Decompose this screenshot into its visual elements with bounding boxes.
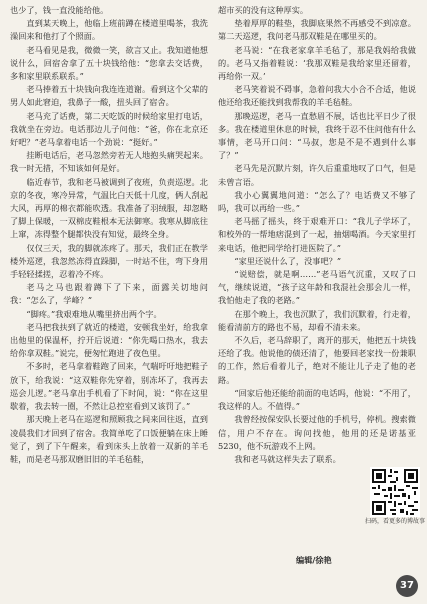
paragraph: 老马之马也跟着蹲下了下来，面露关切地问我：“怎么了，学峰？”: [10, 282, 208, 306]
paragraph: 仅仅三天，我的脚就冻疼了。那天，我们正在教学楼外巡逻，我忽然冻得直跺脚，一时站不住，弯下身用手轻轻揉搓，忍着冷不疼。: [10, 242, 208, 280]
paragraph: 垫着厚厚的鞋垫，我脚底果然不再感受不到凉意。第二天巡逻，我问老马那双鞋是在哪里买的。: [218, 18, 416, 42]
paragraph: 那晚巡逻，老马一直愁眉不展，话也比平日少了很多。我在楼道里休息的时候，我终于忍不住问他有什么事情，老马开口问：“马叔，您是不是不遇到什么事了？”: [218, 110, 416, 161]
paragraph: 在那个晚上，我也沉默了，我们沉默着，行走着，能看清前方的路也不易，却看不清未来。: [218, 308, 416, 332]
qr-block: [364, 467, 425, 526]
paragraph: 老马把我扶到了就近的楼道，安顿我坐好，给我拿出他里的保温杯，拧开后说道：“你先喝口热水，我去给你拿双鞋。”说完，便匆忙跑进了夜色里。: [10, 321, 208, 359]
qr-code-icon[interactable]: [370, 467, 420, 517]
paragraph: 老马充了话费，第二天吃饭的时候给家里打电话，我就坐在旁边。电话那边儿子问他：“爸，你在北京还好吧？”老马拿着电话一个劲说：“挺好。”: [10, 110, 208, 148]
left-column: [10, 4, 208, 466]
paragraph: “回家后他还能给前面的电话吗，他说：“不用了，我这样的人。不值得。”: [218, 387, 416, 412]
paragraph: 我小心翼翼地问道：“怎么了？电话费又不够了吗，我可以再给一些。”: [218, 189, 416, 214]
paragraph: 我和老马就这样失去了联系。: [234, 453, 341, 464]
paragraph: 也少了，钱一直没能给他。: [10, 5, 109, 15]
paragraph: 直到某天晚上，他临上班前蹲在楼道里喝茶，我洗澡回来和他打了个照面。: [10, 18, 208, 42]
paragraph: 临近春节，我和老马被调到了夜班，负责巡逻。北京的冬夜，寒冷异常，气温比白天低十几度，俩人刮起大风，再厚的棉衣都能吹透。我准备了羽绒服，却忽略了脚上保暖，一双棉皮鞋根本无法御寒。我寒从脚底往上窜，冻得整个腿都快没有知觉，最终全身。: [10, 176, 208, 240]
paragraph: “家里还说什么了，没事吧？”: [234, 255, 342, 266]
paragraph: “脚疼。”我艰难地从嘴里挤出两个字。: [26, 308, 162, 319]
page-number: 37: [396, 575, 418, 597]
paragraph: 老马看见是我，微微一笑，欲言又止。我知道他想说什么，回宿舍拿了五十块钱给他：“您拿去交话费，多和家里联系联系。”: [10, 44, 208, 82]
paragraph: 老马笑着说不碍事，急着问我大小合不合适，他说他还给我还能找到我帮我的羊毛毡鞋。: [218, 84, 416, 108]
paragraph: 我曾经按保安队长要过他的手机号，停机。搜索微信，用户不存在。询问找他，他用的还是诺基亚5230，他不玩游戏不上网。: [218, 414, 416, 451]
paragraph: 老马摇了摇头，终于艰难开口：“我儿子学坏了，和校外的一帮地痞混到了一起，抽烟喝酒。今天家里打来电话，他把同学给打进医院了。”: [218, 216, 416, 253]
right-column: [218, 4, 416, 466]
paragraph: 老马说：“在我老家拿羊毛毡了，那是我妈给我做的。老马又指着鞋说：‘我那双鞋是我给家里还留着，再给你一双。’: [218, 44, 416, 82]
paragraph: 那天晚上老马在巡逻和照顾我之间来回往返，直到凌晨我们才回到了宿舍。我简单吃了口饭便躺在床上睡觉了，到了下午醒来，看到床头上放着一双新的羊毛鞋，而是老马那双磨旧旧的羊毛毡鞋，: [10, 414, 208, 464]
editor-credit: 编辑/徐艳: [296, 555, 332, 565]
paragraph: 超市买的没有这种厚实。: [218, 5, 309, 15]
qr-caption: 扫码，看更多的博故事: [364, 518, 425, 525]
paragraph: 老马先是沉默片刻，许久后重重地叹了口气，但是未曾言语。: [218, 163, 416, 187]
paragraph: 老马捧着五十块钱向我连连道谢。看到这个父辈的男人如此窘迫，我鼻子一酸，扭头回了宿舍。: [10, 84, 208, 108]
paragraph: 不久后，老马辞职了，离开的那天，他把五十块钱还给了我。他说他的债还清了，他要回老家找一份兼职的工作，然后看着儿子，绝对不能让儿子走了他的老路。: [218, 335, 416, 385]
paragraph: 挂断电话后，老马忽然旁若无人地抱头痛哭起来。我一时无措，不知该如何是好。: [10, 150, 208, 174]
paragraph: “说赔偿，就是啊……”老马语气沉重，又叹了口气，继续说道，“孩子这年龄和我混社会那会儿一样，我怕他走了我的老路。”: [218, 269, 416, 306]
paragraph: 不多时，老马拿着鞋跑了回来，气喘吁吁地把鞋子放下，给我说：“这双鞋你先穿着，别冻坏了，我再去巡会儿逻。”老马拿出手机看了下时间，说：“你在这里歇着，我去转一圈，不然让总控室看到又该罚了。”: [10, 361, 208, 412]
